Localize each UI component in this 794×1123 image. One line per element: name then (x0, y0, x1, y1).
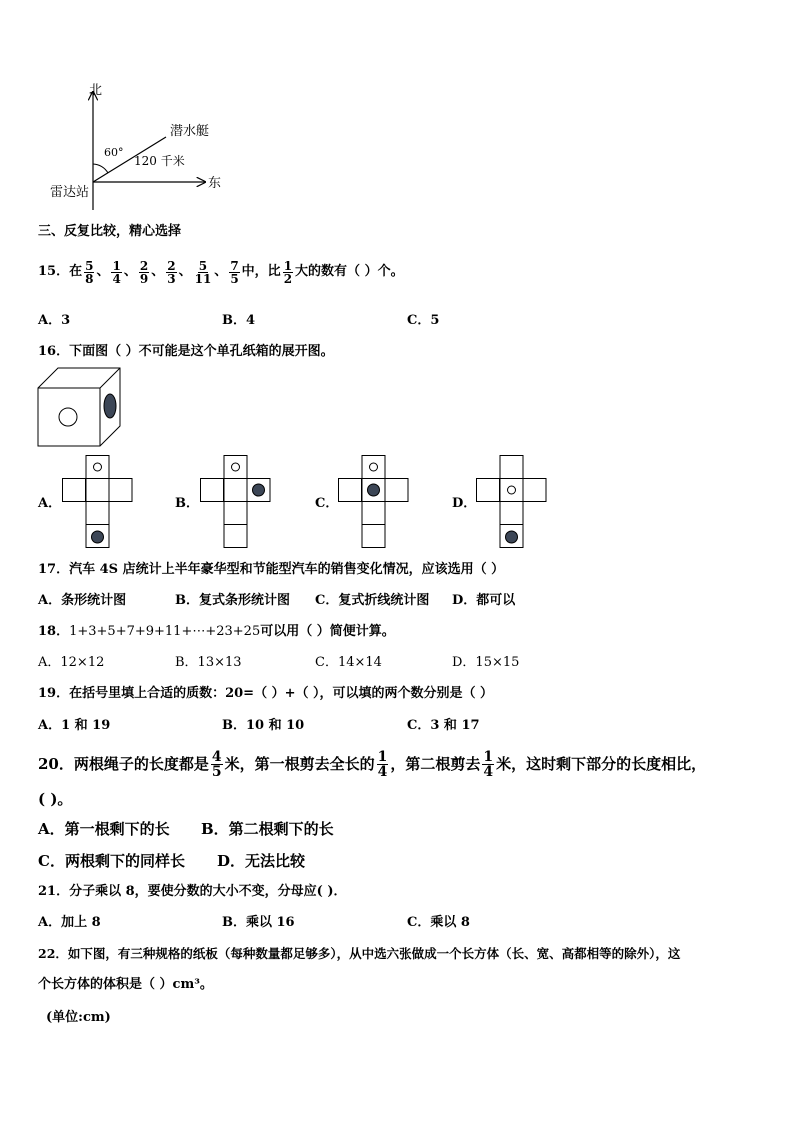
net-a (62, 455, 134, 551)
east-label: 东 (208, 176, 222, 191)
question-22: 22．如下图，有三种规格的纸板（每种数量都足够多），从中选六张做成一个长方体（长、宽、高都相等的除外），这 (38, 946, 681, 961)
option: B．乘以 16 (222, 915, 295, 930)
fraction: $\frac{1}{4}$ (377, 748, 388, 780)
q18-expression: 1+3+5+7+9+11+⋯+23+25 (69, 624, 261, 639)
fraction: $\frac{7}{5}$ (230, 258, 239, 286)
fraction: $\frac{4}{5}$ (211, 748, 222, 780)
fraction: $\frac{5}{11}$ (194, 258, 212, 286)
net-c (338, 455, 410, 551)
station-label: 雷达站 (50, 185, 90, 200)
option: B．第二根剩下的长 (201, 820, 334, 838)
angle-arc (93, 164, 108, 173)
option: A．1 和 19 (38, 718, 111, 733)
submarine-label: 潜水艇 (170, 124, 210, 139)
section-title: 三、反复比较，精心选择 (38, 224, 182, 239)
question-17: 17．汽车 4S 店统计上半年豪华型和节能型汽车的销售变化情况，应该选用（ ） (38, 562, 505, 577)
question-20: 20．两根绳子的长度都是 $\frac{4}{5}$ 米，第一根剪去全长的 $\frac{1}{4}$ ，第二根剪去 $\frac{1}{4}$ 米，这时剩下部分的长度相比， (38, 748, 707, 780)
unit-label: (单位:cm) (46, 1010, 111, 1025)
option: D．都可以 (452, 593, 516, 608)
fraction: $\frac{1}{4}$ (112, 258, 121, 286)
question-19: 19．在括号里填上合适的质数：20=（ ）+（ ），可以填的两个数分别是（ ） (38, 686, 494, 701)
question-15: 15．在 $\frac{5}{8}$ 、 $\frac{1}{4}$ 、 $\frac{2}{9}$ 、 $\frac{2}{3}$ 、 $\frac{5}{11}$ 、 $\frac{7}{5}$ 中，比 $\frac{1}{2}$ 大的数有（ ）个。 (38, 258, 404, 286)
fraction: $\frac{1}{2}$ (283, 258, 293, 286)
option: B．4 (222, 313, 256, 328)
option: C．5 (407, 313, 440, 328)
option: C．乘以 8 (407, 915, 470, 930)
option: B．10 和 10 (222, 718, 305, 733)
question-16: 16．下面图（ ）不可能是这个单孔纸箱的展开图。 (38, 344, 334, 359)
net-d (476, 455, 548, 551)
option: C．两根剩下的同样长 (38, 852, 185, 870)
option-label: B． (175, 496, 199, 511)
distance-label: 120 千米 (134, 154, 185, 168)
q20-line2: ( )。 (38, 790, 73, 808)
option: A．3 (38, 313, 71, 328)
option: B．13×13 (175, 655, 242, 670)
fraction: $\frac{5}{8}$ (85, 258, 94, 286)
option: A．条形统计图 (38, 593, 127, 608)
option: A．12×12 (38, 655, 105, 670)
q15-num: 15．在 (38, 264, 83, 279)
compass-diagram (40, 80, 240, 215)
fraction: $\frac{1}{4}$ (483, 748, 494, 780)
option-label: A． (38, 496, 62, 511)
option: D．无法比较 (217, 852, 306, 870)
question-18: 18．1+3+5+7+9+11+⋯+23+25可以用（ ）简便计算。 (38, 624, 395, 639)
q22-line2: 个长方体的体积是（ ）cm³。 (38, 977, 213, 992)
option: A．加上 8 (38, 915, 101, 930)
north-label: 北 (89, 83, 103, 98)
option: A．第一根剩下的长 (38, 820, 170, 838)
option: C．14×14 (315, 655, 382, 670)
option-label: C． (315, 496, 339, 511)
angle-label: 60° (104, 146, 124, 159)
option: B．复式条形统计图 (175, 593, 290, 608)
fraction: $\frac{2}{3}$ (167, 258, 176, 286)
option: C．复式折线统计图 (315, 593, 430, 608)
cube-figure (36, 366, 126, 450)
hole-side (104, 394, 116, 418)
option: C．3 和 17 (407, 718, 480, 733)
option: D．15×15 (452, 655, 520, 670)
fraction: $\frac{2}{9}$ (139, 258, 149, 286)
hole-front (59, 408, 77, 426)
net-b (200, 455, 272, 551)
question-21: 21．分子乘以 8，要使分数的大小不变，分母应( )． (38, 884, 347, 899)
option-label: D． (452, 496, 477, 511)
